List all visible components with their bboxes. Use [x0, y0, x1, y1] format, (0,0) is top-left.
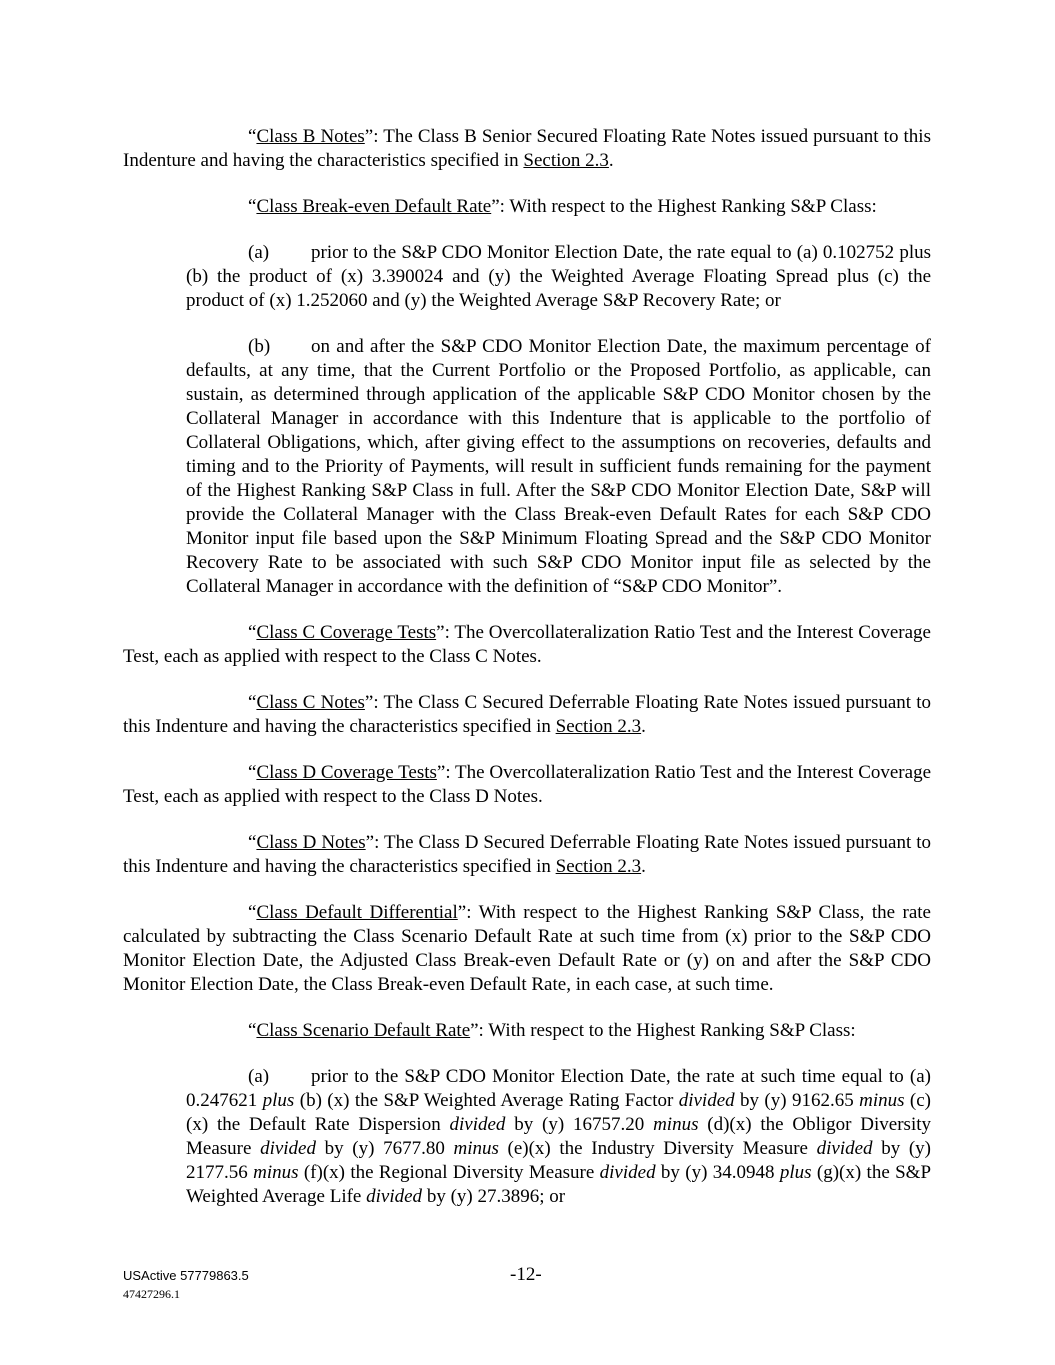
emphasis-text: divided	[260, 1138, 316, 1159]
text-run: (e)(x) the Industry Diversity Measure	[498, 1138, 817, 1159]
clause-label: (a)	[248, 1066, 270, 1087]
text-run: by (y) 9162.65	[734, 1090, 860, 1111]
sub-clause	[186, 241, 931, 313]
sub-clause	[186, 335, 931, 599]
sub-clause	[186, 1065, 931, 1209]
text-run: ”: With respect to the Highest Ranking S&P Class:	[491, 196, 877, 217]
defined-term: Class D Notes	[256, 832, 366, 853]
text-run: “	[248, 196, 257, 217]
text-run: ”: The Overcollateralization Ratio Test and the Interest Coverage Test, each as applied with respect to the Class C Notes.	[123, 622, 931, 667]
clause-label: (a)	[248, 242, 270, 263]
text-run: on and after the S&P CDO Monitor Election Date, the maximum percentage of defaults, at any time, that the Current Portfolio or the Proposed Portfolio, as applicable, can sustain, as determined through application of the applicable S&P CDO Monitor chosen by the Collateral Manager in accordance with this Indenture that is applicable to the portfolio of Collateral Obligations, which, after giving effect to the assumptions on recoveries, defaults and timing and to the Priority of Payments, will result in sufficient funds remaining for the payment of the Highest Ranking S&P Class in full. After the S&P CDO Monitor Election Date, S&P will provide the Collateral Manager with the Class Break-even Default Rates for each S&P CDO Monitor input file based upon the S&P Minimum Floating Spread and the S&P CDO Monitor Recovery Rate to be associated with such S&P CDO Monitor input file as selected by the Collateral Manager in accordance with the definition of “S&P CDO Monitor”.	[186, 336, 931, 597]
text-run: “	[248, 692, 257, 713]
emphasis-text: minus	[859, 1090, 905, 1111]
emphasis-text: minus	[653, 1114, 699, 1135]
emphasis-text: minus	[253, 1162, 299, 1183]
definition-paragraph	[123, 761, 931, 809]
text-run: by (y) 34.0948	[655, 1162, 780, 1183]
emphasis-text: plus	[262, 1090, 295, 1111]
footer-document-id-secondary: 47427296.1	[123, 1287, 180, 1301]
text-run: “	[248, 622, 257, 643]
text-run: (f)(x) the Regional Diversity Measure	[298, 1162, 600, 1183]
defined-term: Class D Coverage Tests	[256, 762, 437, 783]
text-run: by (y) 16757.20	[505, 1114, 654, 1135]
text-run: ”: The Class B Senior Secured Floating Rate Notes issued pursuant to this Indenture and having the characteristics specified in	[123, 126, 931, 171]
emphasis-text: divided	[449, 1114, 506, 1135]
definition-paragraph	[123, 195, 931, 219]
emphasis-text: minus	[453, 1138, 499, 1159]
text-run: (c) (x) the Default Rate Dispersion	[186, 1090, 932, 1135]
defined-term: Section 2.3	[555, 856, 642, 877]
text-run: ”: With respect to the Highest Ranking S&P Class, the rate calculated by subtracting the Class Scenario Default Rate at such time from (x) prior to the S&P CDO Monitor Election Date, the Adjusted Class Break-even Default Rate or (y) on and after the S&P CDO Monitor Election Date, the Class Break-even Default Rate, in each case, at such time.	[123, 902, 931, 995]
definition-paragraph	[123, 125, 931, 173]
text-run: “	[248, 832, 257, 853]
text-run: prior to the S&P CDO Monitor Election Date, the rate equal to (a) 0.102752 plus (b) the product of (x) 3.390024 and (y) the Weighted Average Floating Spread plus (c) the product of (x) 1.252060 and (y) the Weighted Average S&P Recovery Rate; or	[186, 242, 931, 311]
defined-term: Class C Notes	[256, 692, 365, 713]
text-run: (g)(x) the S&P Weighted Average Life	[186, 1162, 932, 1207]
defined-term: Class Break-even Default Rate	[256, 196, 492, 217]
text-run: “	[248, 902, 257, 923]
definition-paragraph	[123, 901, 931, 997]
text-run: “	[248, 1020, 257, 1041]
text-run: ”: The Class C Secured Deferrable Floating Rate Notes issued pursuant to this Indenture and having the characteristics specified in	[123, 692, 931, 737]
text-run: .	[641, 856, 646, 877]
text-run: .	[641, 716, 646, 737]
text-run: by (y) 2177.56	[186, 1138, 931, 1183]
text-run: “	[248, 126, 257, 147]
clause-label: (b)	[248, 336, 271, 357]
emphasis-text: divided	[816, 1138, 873, 1159]
text-run: by (y) 27.3896; or	[422, 1186, 566, 1207]
defined-term: Class Default Differential	[256, 902, 458, 923]
text-run: “	[248, 762, 257, 783]
emphasis-text: divided	[678, 1090, 735, 1111]
text-run: ”: The Class D Secured Deferrable Floating Rate Notes issued pursuant to this Indenture and having the characteristics specified in	[123, 832, 931, 877]
document-body	[123, 125, 931, 1231]
text-run: ”: The Overcollateralization Ratio Test and the Interest Coverage Test, each as applied with respect to the Class D Notes.	[123, 762, 931, 807]
text-run: prior to the S&P CDO Monitor Election Date, the rate at such time equal to (a) 0.247621	[186, 1066, 931, 1111]
definition-paragraph	[123, 621, 931, 669]
defined-term: Section 2.3	[555, 716, 642, 737]
emphasis-text: divided	[599, 1162, 656, 1183]
text-run: by (y) 7677.80	[316, 1138, 454, 1159]
defined-term: Section 2.3	[523, 150, 609, 171]
defined-term: Class Scenario Default Rate	[256, 1020, 471, 1041]
definition-paragraph	[123, 691, 931, 739]
text-run: ”: With respect to the Highest Ranking S&P Class:	[470, 1020, 856, 1041]
emphasis-text: divided	[366, 1186, 423, 1207]
text-run: (d)(x) the Obligor Diversity Measure	[186, 1114, 932, 1159]
defined-term: Class C Coverage Tests	[256, 622, 437, 643]
emphasis-text: plus	[779, 1162, 812, 1183]
defined-term: Class B Notes	[256, 126, 365, 147]
text-run: (b) (x) the S&P Weighted Average Rating Factor	[294, 1090, 679, 1111]
footer-document-id: USActive 57779863.5	[123, 1268, 249, 1283]
page-number: -12-	[510, 1264, 542, 1285]
text-run: .	[608, 150, 614, 171]
definition-paragraph	[123, 1019, 931, 1043]
definition-paragraph	[123, 831, 931, 879]
